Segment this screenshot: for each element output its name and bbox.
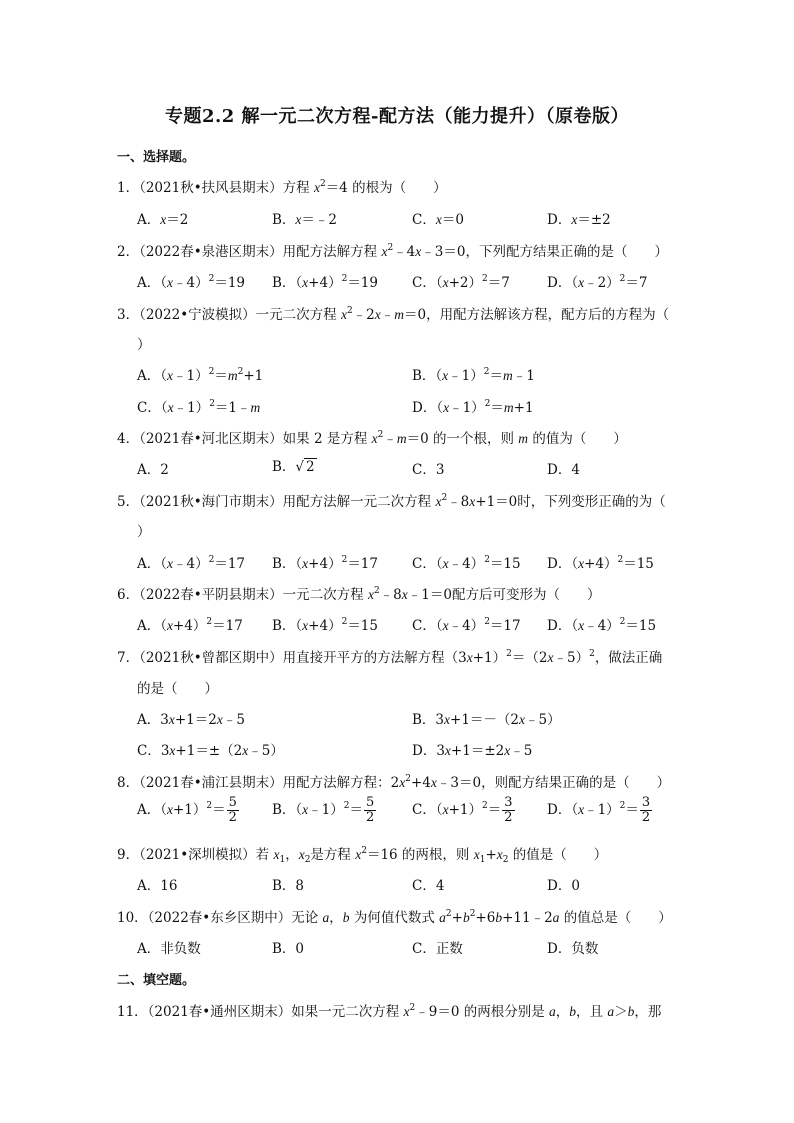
page-title: 专题2.2 解一元二次方程-配方法（能力提升）（原卷版） — [164, 106, 630, 127]
q1-option-a: A．x＝2 — [137, 212, 189, 228]
q8-option-d: D．（x﹣1）$^2$＝ $\frac{3}{2}$ — [547, 795, 651, 825]
q5-option-d: D．$(x+4)^2=15$ — [547, 555, 654, 572]
q7-option-c: C．3x+1＝±（2x﹣5） — [137, 743, 284, 759]
q3-option-b: B．（x﹣1）$^2$＝m﹣1 — [412, 367, 535, 384]
q9-option-a: A．16 — [137, 878, 178, 894]
question-4: 4．（2021春•河北区期末）如果 2 是方程 $x^2﹣m=0$ 的一个根，则 m 的值为（ ） — [117, 430, 627, 447]
q9-option-c: C．4 — [412, 878, 445, 894]
q3-option-a: A．$(x﹣1)^2=m^2+1$ — [137, 367, 264, 384]
question-6: 6．（2022春•平阴县期末）一元二次方程 $x^2﹣8x﹣1=0$配方后可变形为（ ） — [117, 586, 601, 603]
q6-option-a: A．$(x+4)^2=17$ — [137, 617, 243, 634]
section-fill-heading: 二、填空题。 — [117, 973, 196, 988]
question-2: 2．（2022春•泉港区期末）用配方法解方程 $x^2﹣4x﹣3=0$，下列配方结果正确的是（ ） — [117, 243, 668, 260]
q8-option-a: A．$(x+1)^2=$ $\frac{5}{2}$ — [137, 795, 237, 825]
q3-option-c: C．（x﹣1）$^2$＝1﹣m — [137, 399, 261, 416]
question-7: 7．（2021秋•曾都区期中）用直接开平方的方法解方程$(3x+1)^2=(2x﹣5)^2$，做法正确 — [117, 649, 663, 666]
q10-option-b: B．0 — [272, 941, 305, 957]
section-choice-heading: 一、选择题。 — [117, 150, 196, 165]
q10-option-d: D．负数 — [547, 941, 599, 957]
q2-option-c: C．$(x+2)^2=7$ — [412, 274, 510, 291]
q6-option-c: C．（x﹣4）$^2$＝17 — [412, 617, 521, 634]
q6-option-b: B．$(x+4)^2=15$ — [272, 617, 378, 634]
question-7-cont: 的是（ ） — [137, 681, 218, 697]
q2-option-a: A．（x﹣4）$^2$＝19 — [137, 274, 246, 291]
q1-option-c: C．x＝0 — [412, 212, 464, 228]
q3-option-d: D．（x﹣1）$^2$＝m+1 — [412, 399, 534, 416]
q10-option-c: C．正数 — [412, 941, 463, 957]
q5-option-b: B．$(x+4)^2=17$ — [272, 555, 378, 572]
q7-option-d: D．3x+1＝±2x﹣5 — [412, 743, 533, 759]
question-5-cont: ） — [137, 524, 151, 540]
q8-option-b: B．（x﹣1）$^2$＝ $\frac{5}{2}$ — [272, 795, 375, 825]
q5-option-c: C．（x﹣4）$^2$＝15 — [412, 555, 521, 572]
question-3: 3．（2022•宁波模拟）一元二次方程 $x^2﹣2x﹣m=0$，用配方法解该方程，配方后的方程为（ — [117, 306, 670, 323]
question-9: 9．（2021•深圳模拟）若 $x_1$，$x_2$是方程 $x^2=16$ 的两根，则 $x_1+x_2$ 的值是（ ） — [117, 846, 608, 865]
q4-option-b: B．√ 2 — [272, 459, 315, 475]
question-10: 10．（2022春•东乡区期中）无论 a，b 为何值代数式 $a^2+b^2+6b+11﹣2a$ 的值总是（ ） — [117, 909, 672, 926]
q1-option-b: B．x＝﹣2 — [272, 212, 338, 228]
q2-option-d: D．（x﹣2）$^2$＝7 — [547, 274, 648, 291]
q8-option-c: C．$(x+1)^2=$ $\frac{3}{2}$ — [412, 795, 513, 825]
q4-option-d: D．4 — [547, 462, 580, 478]
q10-option-a: A．非负数 — [137, 941, 201, 957]
q2-option-b: B．$(x+4)^2=19$ — [272, 274, 378, 291]
q4-option-c: C．3 — [412, 462, 445, 478]
q5-option-a: A．（x﹣4）$^2$＝17 — [137, 555, 246, 572]
question-3-cont: ） — [137, 337, 151, 353]
question-1: 1．（2021秋•扶风县期末）方程 $x^2=4$ 的根为（ ） — [117, 179, 447, 196]
question-11: 11．（2021春•通州区期末）如果一元二次方程 $x^2﹣9=0$ 的两根分别是 a，b，且 a＞b，那 — [117, 1003, 662, 1020]
q9-option-b: B．8 — [272, 878, 305, 894]
question-8: 8．（2021春•浦江县期末）用配方法解方程：$2x^2+4x﹣3=0$，则配方结果正确的是（ ） — [117, 774, 671, 791]
q1-option-d: D．x＝±2 — [547, 212, 611, 228]
question-5: 5．（2021秋•海门市期末）用配方法解一元二次方程 $x^2﹣8x+1=0$时，下列变形正确的为（ — [117, 493, 666, 510]
q6-option-d: D．（x﹣4）$^2$＝15 — [547, 617, 657, 634]
q7-option-b: B．3x+1＝－（2x﹣5） — [412, 712, 561, 728]
q9-option-d: D．0 — [547, 878, 580, 894]
q4-option-a: A．2 — [137, 462, 169, 478]
q7-option-a: A．3x+1＝2x﹣5 — [137, 712, 245, 728]
